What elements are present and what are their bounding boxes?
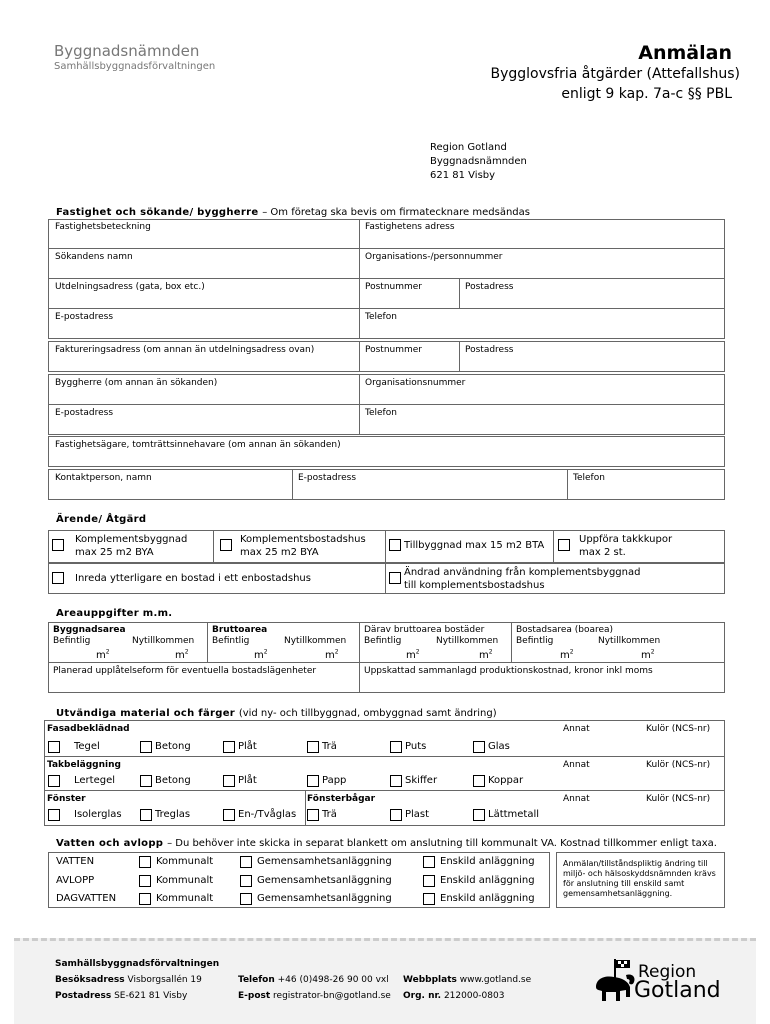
roof-skiffer-checkbox[interactable]: [390, 775, 402, 787]
footer-phone: Telefon +46 (0)498-26 90 00 vxl: [238, 975, 389, 985]
invoice-postal-code-field[interactable]: Postnummer: [365, 345, 423, 355]
applicant-section-heading: Fastighet och sökande/ byggherre – Om företag ska bevis om firmatecknare medsändas: [56, 207, 530, 218]
invoice-postal-address-field[interactable]: Postadress: [465, 345, 514, 355]
extra-dwelling-label: Inreda ytterligare en bostad i ett enbostadshus: [75, 573, 311, 584]
logo-text-region: Region: [638, 962, 697, 982]
building-area-existing[interactable]: Befintlig: [53, 636, 91, 646]
sewage-private-label: Enskild anläggning: [440, 875, 535, 886]
water-joint-checkbox[interactable]: [240, 856, 252, 868]
roof-koppar-checkbox[interactable]: [473, 775, 485, 787]
roof-other-field[interactable]: Annat: [563, 760, 590, 770]
water-joint-label: Gemensamhetsanläggning: [257, 856, 392, 867]
water-private-label: Enskild anläggning: [440, 856, 535, 867]
footer-dept: Samhällsbyggnadsförvaltningen: [55, 959, 220, 969]
change-of-use-label: Ändrad användning från komplementsbyggnad till komplementsbostadshus: [404, 567, 641, 591]
residential-area-existing[interactable]: Befintlig: [364, 636, 402, 646]
facade-plat-checkbox[interactable]: [223, 741, 235, 753]
facade-heading: Fasadbeklädnad: [47, 724, 130, 734]
materials-section-heading: Utvändiga material och färger (vid ny- och tillbyggnad, ombyggnad samt ändring): [56, 708, 497, 719]
facade-color-field[interactable]: Kulör (NCS-nr): [646, 724, 711, 734]
footer-web: Webbplats www.gotland.se: [403, 975, 532, 985]
roof-lertegel-checkbox[interactable]: [48, 775, 60, 787]
address-line-1: Region Gotland: [430, 142, 507, 153]
windows-isolerglas-checkbox[interactable]: [48, 809, 60, 821]
roof-plat-label: Plåt: [238, 775, 257, 786]
page-footer: [14, 938, 756, 1024]
windows-heading: Fönster: [47, 794, 86, 804]
footer-visit-address: Besöksadress Visborgsallén 19: [55, 975, 202, 985]
change-of-use-checkbox[interactable]: [389, 572, 401, 584]
tenure-field[interactable]: Planerad upplåtelseform för eventuella bostadslägenheter: [53, 666, 317, 676]
unit-m2: $m^2$: [479, 648, 493, 661]
water-section-heading: Vatten och avlopp – Du behöver inte skicka in separat blankett om anslutning till kommunalt VA. Kostnad tillkommer enligt taxa.: [56, 838, 717, 849]
area-section-heading: Areauppgifter m.m.: [56, 608, 173, 619]
stormwater-municipal-label: Kommunalt: [156, 893, 214, 904]
dormer-checkbox[interactable]: [558, 539, 570, 551]
form-title: Anmälan: [638, 42, 732, 64]
extra-dwelling-checkbox[interactable]: [52, 572, 64, 584]
roof-color-field[interactable]: Kulör (NCS-nr): [646, 760, 711, 770]
roof-koppar-label: Koppar: [488, 775, 524, 786]
stormwater-municipal-checkbox[interactable]: [139, 893, 151, 905]
facade-betong-label: Betong: [155, 741, 191, 752]
org-number-field[interactable]: Organisationsnummer: [365, 378, 466, 388]
windows-other-field[interactable]: Annat: [563, 794, 590, 804]
windows-color-field[interactable]: Kulör (NCS-nr): [646, 794, 711, 804]
address-line-2: Byggnadsnämnden: [430, 156, 527, 167]
complement-house-checkbox[interactable]: [220, 539, 232, 551]
frames-lattmetall-label: Lättmetall: [488, 809, 540, 820]
dormer-label: Uppföra takkkupor max 2 st.: [579, 534, 673, 558]
frames-lattmetall-checkbox[interactable]: [473, 809, 485, 821]
frames-plast-label: Plast: [405, 809, 430, 820]
frames-tra-label: Trä: [322, 809, 337, 820]
water-note: Anmälan/tillståndspliktig ändring till miljö- och hälsoskyddsnämnden krävs för anslutning till enskild samt gemensamhetsanläggning.: [556, 852, 725, 908]
phone-field[interactable]: Telefon: [365, 312, 397, 322]
water-private-checkbox[interactable]: [423, 856, 435, 868]
production-cost-field[interactable]: Uppskattad sammanlagd produktionskostnad, kronor inkl moms: [364, 666, 653, 676]
property-designation-field[interactable]: Fastighetsbeteckning: [55, 222, 151, 232]
property-address-field[interactable]: Fastighetens adress: [365, 222, 455, 232]
residential-gross-area-heading: Därav bruttoarea bostäder: [364, 625, 485, 635]
sewage-joint-checkbox[interactable]: [240, 875, 252, 887]
postal-address-field[interactable]: Postadress: [465, 282, 514, 292]
invoice-address-field[interactable]: Faktureringsadress (om annan än utdelningsadress ovan): [55, 345, 315, 355]
owner-field[interactable]: Fastighetsägare, tomträttsinnehavare (om annan än sökanden): [55, 440, 341, 450]
facade-glas-label: Glas: [488, 741, 510, 752]
sewage-municipal-checkbox[interactable]: [139, 875, 151, 887]
stormwater-row-label: DAGVATTEN: [56, 893, 117, 904]
facade-tegel-label: Tegel: [74, 741, 100, 752]
windows-isolerglas-label: Isolerglas: [74, 809, 122, 820]
form-subtitle-2: enligt 9 kap. 7a-c §§ PBL: [561, 86, 732, 102]
frames-plast-checkbox[interactable]: [390, 809, 402, 821]
gross-area-new[interactable]: Nytillkommen: [284, 636, 347, 646]
roof-skiffer-label: Skiffer: [405, 775, 438, 786]
stormwater-private-checkbox[interactable]: [423, 893, 435, 905]
complement-house-label: Komplementsbostadshus max 25 m2 BYA: [240, 534, 366, 558]
windows-treglas-label: Treglas: [155, 809, 191, 820]
email-field[interactable]: E-postadress: [55, 312, 114, 322]
facade-tra-checkbox[interactable]: [307, 741, 319, 753]
builder-field[interactable]: Byggherre (om annan än sökanden): [55, 378, 218, 388]
roof-betong-checkbox[interactable]: [140, 775, 152, 787]
facade-glas-checkbox[interactable]: [473, 741, 485, 753]
contact-email-field[interactable]: E-postadress: [298, 473, 357, 483]
unit-m2: $m^2$: [641, 648, 655, 661]
org-personal-number-field[interactable]: Organisations-/personnummer: [365, 252, 503, 262]
footer-email: E-post registrator-bn@gotland.se: [238, 991, 391, 1001]
gross-area-existing[interactable]: Befintlig: [212, 636, 250, 646]
gross-area-heading: Bruttoarea: [212, 625, 268, 635]
stormwater-joint-checkbox[interactable]: [240, 893, 252, 905]
roof-papp-checkbox[interactable]: [307, 775, 319, 787]
builder-email-field[interactable]: E-postadress: [55, 408, 114, 418]
complement-building-label: Komplementsbyggnad max 25 m2 BYA: [75, 534, 188, 558]
sewage-joint-label: Gemensamhetsanläggning: [257, 875, 392, 886]
recipient-address: [430, 141, 527, 183]
delivery-address-field[interactable]: Utdelningsadress (gata, box etc.): [55, 282, 205, 292]
unit-m2: $m^2$: [175, 648, 189, 661]
living-area-new[interactable]: Nytillkommen: [598, 636, 661, 646]
windows-entvaglas-checkbox[interactable]: [223, 809, 235, 821]
form-subtitle-1: Bygglovsfria åtgärder (Attefallshus): [490, 66, 740, 82]
living-area-existing[interactable]: Befintlig: [516, 636, 554, 646]
contact-name-field[interactable]: Kontaktperson, namn: [55, 473, 152, 483]
roof-heading: Takbeläggning: [47, 760, 121, 770]
address-line-3: 621 81 Visby: [430, 170, 496, 181]
footer-orgnr: Org. nr. 212000-0803: [403, 991, 505, 1001]
facade-other-field[interactable]: Annat: [563, 724, 590, 734]
facade-puts-label: Puts: [405, 741, 427, 752]
frames-tra-checkbox[interactable]: [307, 809, 319, 821]
unit-m2: $m^2$: [254, 648, 268, 661]
complement-building-checkbox[interactable]: [52, 539, 64, 551]
water-row-label: VATTEN: [56, 856, 95, 867]
sewage-private-checkbox[interactable]: [423, 875, 435, 887]
unit-m2: $m^2$: [406, 648, 420, 661]
sewage-row-label: AVLOPP: [56, 875, 95, 886]
postal-code-field[interactable]: Postnummer: [365, 282, 423, 292]
roof-papp-label: Papp: [322, 775, 347, 786]
windows-treglas-checkbox[interactable]: [140, 809, 152, 821]
facade-betong-checkbox[interactable]: [140, 741, 152, 753]
sewage-municipal-label: Kommunalt: [156, 875, 214, 886]
residential-area-new[interactable]: Nytillkommen: [436, 636, 499, 646]
window-frames-heading: Fönsterbågar: [307, 794, 376, 804]
extension-checkbox[interactable]: [389, 539, 401, 551]
building-area-new[interactable]: Nytillkommen: [132, 636, 195, 646]
dept-name: Samhällsbyggnadsförvaltningen: [54, 61, 216, 72]
roof-lertegel-label: Lertegel: [74, 775, 116, 786]
footer-postal-address: Postadress SE-621 81 Visby: [55, 991, 188, 1001]
extension-label: Tillbyggnad max 15 m2 BTA: [404, 540, 545, 551]
roof-betong-label: Betong: [155, 775, 191, 786]
stormwater-private-label: Enskild anläggning: [440, 893, 535, 904]
building-area-heading: Byggnadsarea: [53, 625, 126, 635]
builder-phone-field[interactable]: Telefon: [365, 408, 397, 418]
gotland-ram-logo-icon: [592, 957, 638, 1005]
unit-m2: $m^2$: [560, 648, 574, 661]
stormwater-joint-label: Gemensamhetsanläggning: [257, 893, 392, 904]
facade-tegel-checkbox[interactable]: [48, 741, 60, 753]
water-municipal-checkbox[interactable]: [139, 856, 151, 868]
contact-phone-field[interactable]: Telefon: [573, 473, 605, 483]
facade-puts-checkbox[interactable]: [390, 741, 402, 753]
windows-entvaglas-label: En-/Tvåglas: [238, 809, 297, 820]
living-area-heading: Bostadsarea (boarea): [516, 625, 614, 635]
unit-m2: $m^2$: [96, 648, 110, 661]
org-name: Byggnadsnämnden: [54, 42, 200, 60]
logo-text-gotland: Gotland: [634, 978, 721, 1003]
facade-tra-label: Trä: [322, 741, 337, 752]
water-municipal-label: Kommunalt: [156, 856, 214, 867]
facade-plat-label: Plåt: [238, 741, 257, 752]
unit-m2: $m^2$: [325, 648, 339, 661]
applicant-name-field[interactable]: Sökandens namn: [55, 252, 133, 262]
roof-plat-checkbox[interactable]: [223, 775, 235, 787]
matter-section-heading: Ärende/ Åtgärd: [56, 514, 147, 525]
